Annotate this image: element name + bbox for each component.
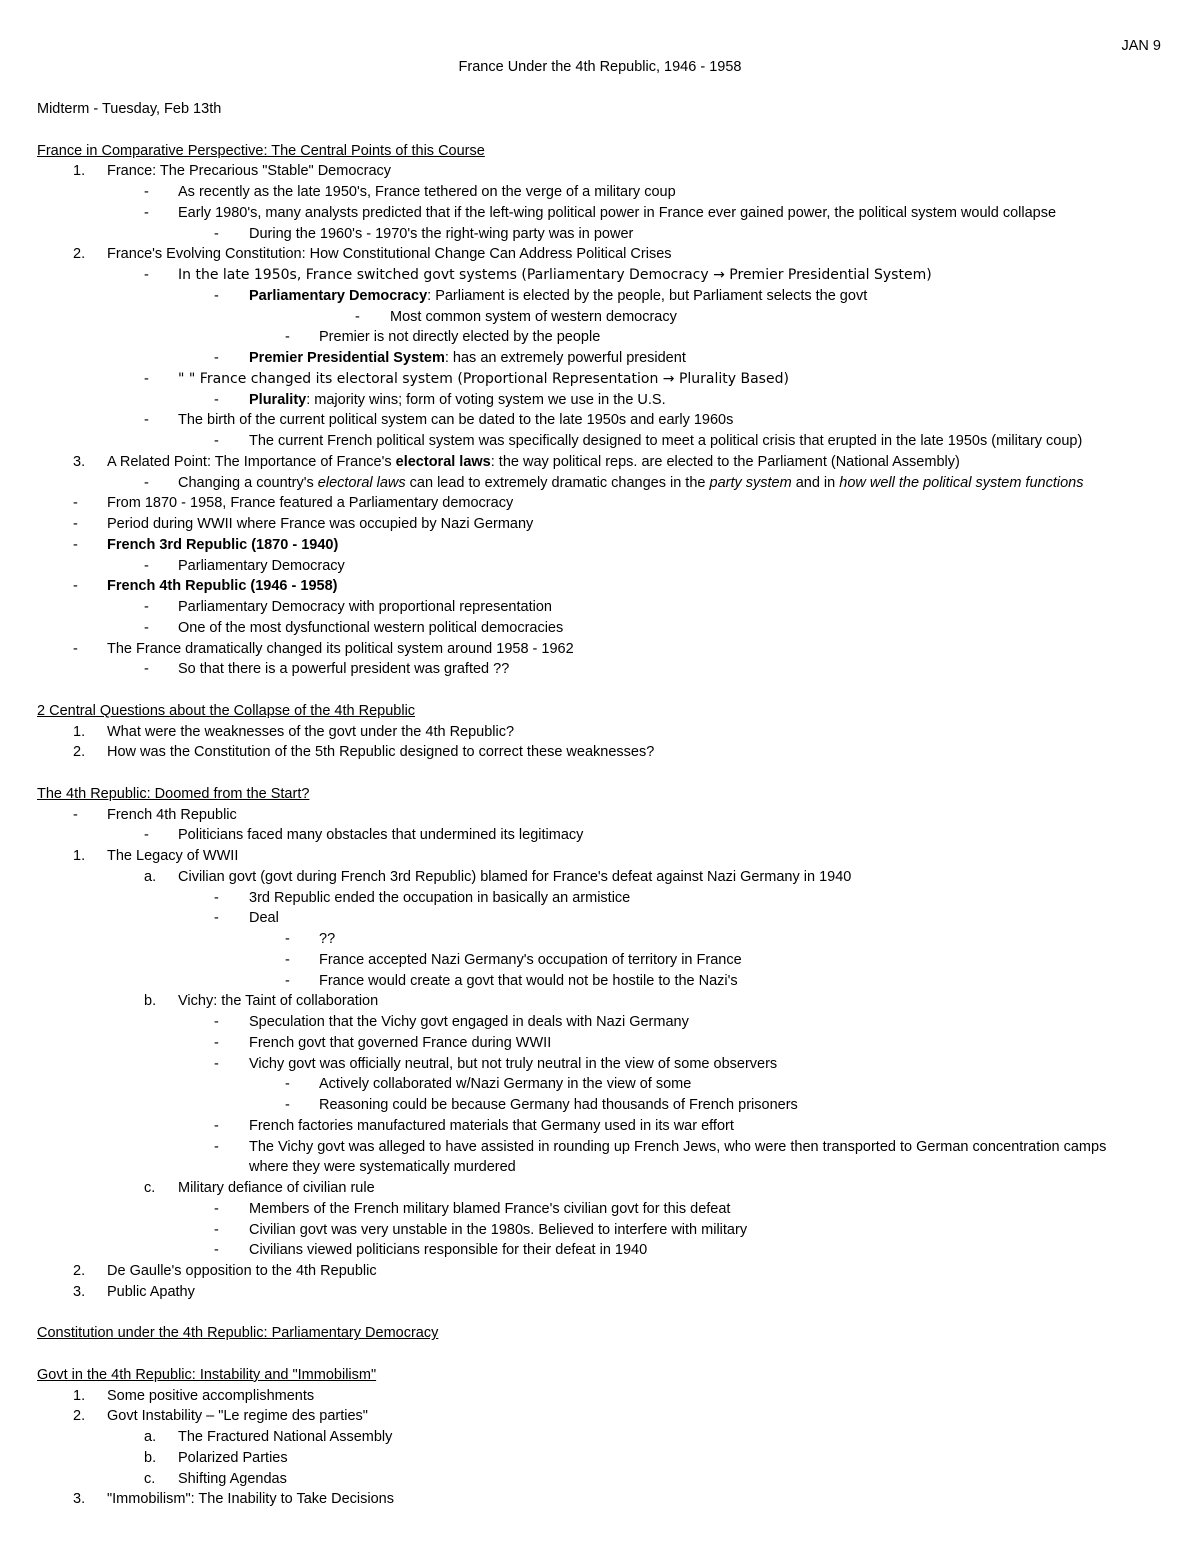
item-text bbox=[319, 1095, 798, 1116]
bullet-dash: - bbox=[144, 184, 149, 200]
bullet-dash: - bbox=[144, 474, 149, 491]
blank-line bbox=[0, 1344, 1200, 1365]
text-run: : Parliament is elected by the people, but Parliament selects the govt bbox=[427, 287, 868, 304]
outline-item bbox=[0, 369, 1200, 390]
item-text bbox=[37, 701, 415, 722]
outline-item bbox=[0, 493, 1200, 514]
outline-item bbox=[0, 327, 1200, 348]
item-text bbox=[178, 556, 345, 577]
bold-term: French 3rd Republic (1870 - 1940) bbox=[107, 536, 339, 553]
bullet-dash: - bbox=[73, 578, 78, 595]
bullet-dash: - bbox=[144, 827, 149, 844]
text-run: Civilian govt (govt during French 3rd Republic) blamed for France's defeat against Nazi Germany in 1940 bbox=[178, 868, 852, 885]
outline-item bbox=[0, 286, 1200, 307]
item-text bbox=[249, 1033, 551, 1054]
item-text bbox=[249, 286, 867, 307]
outline-item bbox=[0, 867, 1200, 888]
bullet-dash: - bbox=[73, 640, 78, 657]
bullet-dash: - bbox=[144, 267, 149, 283]
bullet-dash: - bbox=[214, 1138, 219, 1155]
item-text bbox=[37, 1323, 438, 1344]
underlined-heading: 2 Central Questions about the Collapse of the 4th Republic bbox=[37, 702, 416, 719]
list-number: 3. bbox=[73, 1283, 86, 1300]
text-run: Midterm - Tuesday, Feb 13th bbox=[37, 101, 222, 117]
item-text bbox=[249, 431, 1082, 452]
list-number: 3. bbox=[73, 453, 86, 470]
item-text bbox=[319, 950, 742, 971]
item-text bbox=[249, 1240, 647, 1261]
underlined-heading: France in Comparative Perspective: The Central Points of this Course bbox=[37, 142, 485, 159]
outline-item bbox=[0, 1054, 1200, 1075]
bold-term: French 4th Republic (1946 - 1958) bbox=[107, 578, 338, 595]
outline-item bbox=[0, 1095, 1200, 1116]
bullet-dash: - bbox=[73, 516, 78, 532]
bullet-dash: - bbox=[285, 972, 290, 989]
text-run: The current French political system was specifically designed to meet a political crisis that erupted in the late 1950s (military coup) bbox=[249, 433, 1083, 449]
item-text bbox=[107, 244, 672, 265]
text-run: French 4th Republic bbox=[107, 806, 237, 823]
item-text bbox=[178, 1427, 392, 1448]
bullet-dash: - bbox=[144, 599, 149, 615]
text-run: What were the weaknesses of the govt under the 4th Republic? bbox=[107, 723, 515, 740]
item-text bbox=[107, 1261, 377, 1282]
outline-item bbox=[0, 1261, 1200, 1282]
blank-line bbox=[0, 120, 1200, 141]
bullet-dash: - bbox=[214, 1117, 219, 1134]
item-text bbox=[249, 888, 630, 909]
outline-item bbox=[0, 1282, 1200, 1303]
text-run: Actively collaborated w/Nazi Germany in the view of some bbox=[319, 1076, 692, 1093]
bullet-dash: - bbox=[73, 536, 78, 553]
list-number: 3. bbox=[73, 1491, 86, 1508]
item-text bbox=[107, 1489, 394, 1510]
bullet-dash: - bbox=[214, 1221, 219, 1238]
text-run: Shifting Agendas bbox=[178, 1470, 287, 1487]
text-run: Civilian govt was very unstable in the 1980s. Believed to interfere with military bbox=[249, 1221, 748, 1238]
bullet-dash: - bbox=[214, 350, 219, 366]
bullet-dash: - bbox=[144, 619, 149, 636]
text-run: Premier is not directly elected by the people bbox=[319, 329, 601, 346]
text-run: France's Evolving Constitution: How Constitutional Change Can Address Political Crises bbox=[107, 246, 672, 263]
bullet-dash: - bbox=[214, 391, 219, 408]
bullet-dash: - bbox=[144, 370, 149, 387]
outline-item bbox=[0, 535, 1200, 556]
item-text bbox=[390, 307, 677, 328]
text-run: France: The Precarious "Stable" Democracy bbox=[107, 163, 392, 180]
underlined-heading: Govt in the 4th Republic: Instability and "Immobilism" bbox=[37, 1366, 377, 1383]
list-number: 2. bbox=[73, 246, 86, 263]
outline-item bbox=[0, 1240, 1200, 1261]
bullet-dash: - bbox=[144, 204, 149, 221]
text-run: How was the Constitution of the 5th Republic designed to correct these weaknesses? bbox=[107, 744, 655, 761]
item-text bbox=[249, 1220, 747, 1241]
outline-item bbox=[0, 390, 1200, 411]
section-heading bbox=[0, 701, 1200, 722]
outline-item bbox=[0, 1199, 1200, 1220]
outline-item bbox=[0, 1220, 1200, 1241]
bullet-dash: - bbox=[214, 910, 219, 927]
section-heading bbox=[0, 1365, 1200, 1386]
bullet-dash: - bbox=[285, 951, 290, 968]
section-heading bbox=[0, 784, 1200, 805]
bullet-dash: - bbox=[73, 495, 78, 512]
bullet-dash: - bbox=[285, 329, 290, 346]
text-run: can lead to extremely dramatic changes in the bbox=[405, 474, 710, 491]
list-number: c. bbox=[144, 1470, 156, 1487]
bullet-dash: - bbox=[285, 931, 290, 947]
item-text bbox=[178, 265, 932, 286]
text-run: Reasoning could be because Germany had thousands of French prisoners bbox=[319, 1097, 798, 1113]
item-text bbox=[178, 659, 509, 680]
item-text bbox=[107, 805, 237, 826]
outline-item bbox=[0, 888, 1200, 909]
text-run: From 1870 - 1958, France featured a Parliamentary democracy bbox=[107, 495, 514, 512]
text-run: As recently as the late 1950's, France tethered on the verge of a military coup bbox=[178, 184, 676, 200]
item-text bbox=[107, 722, 514, 743]
text-run: Polarized Parties bbox=[178, 1449, 288, 1466]
outline-item bbox=[0, 1469, 1200, 1490]
bullet-dash: - bbox=[214, 1034, 219, 1051]
item-text bbox=[107, 161, 391, 182]
item-text bbox=[319, 971, 738, 992]
text-run: Parliamentary Democracy bbox=[178, 557, 345, 574]
outline-item bbox=[0, 1137, 1200, 1179]
text-run: Civilians viewed politicians responsible for their defeat in 1940 bbox=[249, 1242, 648, 1259]
item-text bbox=[249, 348, 686, 369]
bullet-dash: - bbox=[144, 412, 149, 429]
outline-item bbox=[0, 991, 1200, 1012]
text-run: Changing a country's bbox=[178, 474, 318, 491]
outline-item bbox=[0, 1427, 1200, 1448]
item-text bbox=[249, 1012, 689, 1033]
text-run: The Legacy of WWII bbox=[107, 848, 239, 864]
italic-text: how well the political system functions bbox=[839, 474, 1084, 491]
outline-item bbox=[0, 639, 1200, 660]
section-heading bbox=[0, 99, 1200, 120]
outline-item bbox=[0, 473, 1200, 494]
notes-body bbox=[0, 99, 1200, 1510]
item-text bbox=[107, 576, 337, 597]
text-run: Speculation that the Vichy govt engaged in deals with Nazi Germany bbox=[249, 1014, 689, 1030]
text-run: So that there is a powerful president was grafted ?? bbox=[178, 661, 510, 678]
bullet-dash: - bbox=[214, 1242, 219, 1259]
outline-item bbox=[0, 265, 1200, 286]
outline-item bbox=[0, 1074, 1200, 1095]
text-run: Early 1980's, many analysts predicted that if the left-wing political power in France ever gained power, the political system would collapse bbox=[178, 204, 1057, 221]
text-run: Some positive accomplishments bbox=[107, 1387, 315, 1404]
item-text bbox=[107, 493, 513, 514]
outline-item bbox=[0, 182, 1200, 203]
item-text bbox=[107, 514, 533, 535]
bold-term: Parliamentary Democracy bbox=[249, 287, 428, 304]
item-text bbox=[37, 141, 485, 162]
text-run: Members of the French military blamed France's civilian govt for this defeat bbox=[249, 1200, 731, 1217]
item-text bbox=[178, 410, 733, 431]
item-text bbox=[178, 1448, 288, 1469]
item-text bbox=[249, 1054, 777, 1075]
item-text bbox=[107, 742, 654, 763]
bullet-dash: - bbox=[214, 287, 219, 304]
text-run: Period during WWII where France was occupied by Nazi Germany bbox=[107, 516, 534, 532]
outline-item bbox=[0, 722, 1200, 743]
list-number: a. bbox=[144, 868, 157, 885]
text-run: During the 1960's - 1970's the right-wing party was in power bbox=[249, 225, 634, 242]
item-text bbox=[0, 1137, 1200, 1179]
outline-item bbox=[0, 1406, 1200, 1427]
item-text bbox=[319, 327, 600, 348]
bullet-dash: - bbox=[214, 1200, 219, 1217]
text-run: Public Apathy bbox=[107, 1283, 195, 1300]
outline-item bbox=[0, 1012, 1200, 1033]
outline-item bbox=[0, 514, 1200, 535]
text-run: French factories manufactured materials that Germany used in its war effort bbox=[249, 1117, 734, 1134]
text-run: Govt Instability – "Le regime des parties" bbox=[107, 1408, 368, 1425]
list-number: 1. bbox=[73, 163, 86, 180]
list-number: 1. bbox=[73, 848, 86, 864]
italic-text: party system bbox=[709, 474, 792, 491]
item-text bbox=[178, 473, 1083, 494]
bullet-dash: - bbox=[73, 806, 78, 823]
text-run: A Related Point: The Importance of France's bbox=[107, 453, 396, 470]
text-run: In the late 1950s, France switched govt systems (Parliamentary Democracy → Premier Presidential System) bbox=[178, 267, 932, 283]
list-number: b. bbox=[144, 1449, 157, 1466]
outline-item bbox=[0, 348, 1200, 369]
item-text bbox=[178, 369, 789, 390]
outline-item bbox=[0, 576, 1200, 597]
outline-item bbox=[0, 1448, 1200, 1469]
outline-item bbox=[0, 224, 1200, 245]
underlined-heading: The 4th Republic: Doomed from the Start? bbox=[37, 785, 310, 802]
bullet-dash: - bbox=[285, 1097, 290, 1113]
item-text bbox=[178, 825, 583, 846]
outline-item bbox=[0, 161, 1200, 182]
list-number: 2. bbox=[73, 744, 86, 761]
text-run: : majority wins; form of voting system we use in the U.S. bbox=[306, 391, 666, 408]
bold-term: electoral laws bbox=[395, 453, 491, 470]
outline-item bbox=[0, 1386, 1200, 1407]
list-number: 1. bbox=[73, 723, 86, 740]
text-run: ?? bbox=[319, 931, 336, 947]
outline-item bbox=[0, 203, 1200, 224]
bullet-dash: - bbox=[355, 308, 360, 325]
item-text bbox=[249, 1116, 734, 1137]
text-run: Most common system of western democracy bbox=[390, 308, 677, 325]
item-text bbox=[178, 867, 851, 888]
text-run: The Vichy govt was alleged to have assisted in rounding up French Jews, who were then transported to German concentration camps where they were systematically murdered bbox=[249, 1138, 1107, 1176]
item-text bbox=[178, 182, 676, 203]
item-text bbox=[107, 452, 960, 473]
list-number: a. bbox=[144, 1429, 157, 1445]
outline-item bbox=[0, 618, 1200, 639]
section-heading bbox=[0, 141, 1200, 162]
outline-item bbox=[0, 410, 1200, 431]
text-run: Military defiance of civilian rule bbox=[178, 1180, 375, 1196]
list-number: 2. bbox=[73, 1263, 86, 1279]
list-number: b. bbox=[144, 993, 157, 1010]
item-text bbox=[249, 224, 633, 245]
item-text bbox=[178, 1178, 375, 1199]
text-run: : has an extremely powerful president bbox=[444, 350, 686, 366]
outline-item bbox=[0, 307, 1200, 328]
outline-item bbox=[0, 431, 1200, 452]
outline-item bbox=[0, 597, 1200, 618]
section-heading bbox=[0, 1323, 1200, 1344]
bullet-dash: - bbox=[214, 433, 219, 449]
outline-item bbox=[0, 846, 1200, 867]
text-run: 3rd Republic ended the occupation in basically an armistice bbox=[249, 889, 631, 906]
item-text bbox=[37, 99, 221, 120]
text-run: De Gaulle's opposition to the 4th Republic bbox=[107, 1263, 377, 1279]
text-run: French govt that governed France during WWII bbox=[249, 1034, 552, 1051]
text-run: "Immobilism": The Inability to Take Decisions bbox=[107, 1491, 394, 1508]
blank-line bbox=[0, 1303, 1200, 1324]
item-text bbox=[37, 1365, 376, 1386]
item-text bbox=[319, 1074, 691, 1095]
outline-item bbox=[0, 908, 1200, 929]
item-text bbox=[178, 991, 378, 1012]
outline-item bbox=[0, 1116, 1200, 1137]
note-date: JAN 9 bbox=[1121, 38, 1161, 54]
bold-term: Plurality bbox=[249, 391, 307, 408]
outline-item bbox=[0, 950, 1200, 971]
bullet-dash: - bbox=[144, 661, 149, 678]
item-text bbox=[107, 535, 338, 556]
text-run: Parliamentary Democracy with proportional representation bbox=[178, 599, 552, 615]
item-text bbox=[107, 1282, 195, 1303]
item-text bbox=[249, 908, 279, 929]
item-text bbox=[178, 597, 552, 618]
text-run: Deal bbox=[249, 910, 279, 927]
text-run: Politicians faced many obstacles that undermined its legitimacy bbox=[178, 827, 584, 844]
outline-item bbox=[0, 805, 1200, 826]
text-run: Vichy govt was officially neutral, but not truly neutral in the view of some observers bbox=[249, 1055, 778, 1072]
text-run: One of the most dysfunctional western political democracies bbox=[178, 619, 564, 636]
text-run: and in bbox=[791, 474, 840, 491]
page-title: France Under the 4th Republic, 1946 - 1958 bbox=[458, 59, 742, 75]
list-number: c. bbox=[144, 1180, 156, 1196]
item-text bbox=[319, 929, 335, 950]
text-run: : the way political reps. are elected to the Parliament (National Assembly) bbox=[490, 453, 960, 470]
list-number: 2. bbox=[73, 1408, 86, 1425]
outline-item bbox=[0, 929, 1200, 950]
bold-term: Premier Presidential System bbox=[249, 350, 445, 366]
outline-item bbox=[0, 556, 1200, 577]
outline-item bbox=[0, 971, 1200, 992]
bullet-dash: - bbox=[144, 557, 149, 574]
text-run: The Fractured National Assembly bbox=[178, 1429, 393, 1445]
blank-line bbox=[0, 763, 1200, 784]
item-text bbox=[107, 1386, 314, 1407]
item-text bbox=[107, 639, 574, 660]
bullet-dash: - bbox=[214, 1055, 219, 1072]
item-text bbox=[37, 784, 309, 805]
outline-item bbox=[0, 244, 1200, 265]
outline-item bbox=[0, 659, 1200, 680]
blank-line bbox=[0, 680, 1200, 701]
bullet-dash: - bbox=[285, 1076, 290, 1093]
item-text bbox=[107, 1406, 368, 1427]
item-text bbox=[107, 846, 238, 867]
item-text bbox=[249, 390, 666, 411]
bullet-dash: - bbox=[214, 889, 219, 906]
item-text bbox=[178, 618, 563, 639]
text-run: France accepted Nazi Germany's occupation of territory in France bbox=[319, 951, 742, 968]
outline-item bbox=[0, 452, 1200, 473]
outline-item bbox=[0, 1489, 1200, 1510]
item-text bbox=[178, 1469, 287, 1490]
underlined-heading: Constitution under the 4th Republic: Parliamentary Democracy bbox=[37, 1325, 439, 1342]
list-number: 1. bbox=[73, 1387, 86, 1404]
outline-item bbox=[0, 742, 1200, 763]
italic-text: electoral laws bbox=[317, 474, 406, 491]
text-run: France would create a govt that would not be hostile to the Nazi's bbox=[319, 972, 738, 989]
item-text bbox=[178, 203, 1056, 224]
text-run: The birth of the current political system can be dated to the late 1950s and early 1960s bbox=[178, 412, 734, 429]
bullet-dash: - bbox=[214, 225, 219, 242]
outline-item bbox=[0, 1033, 1200, 1054]
bullet-dash: - bbox=[214, 1014, 219, 1030]
outline-item bbox=[0, 825, 1200, 846]
text-run: " " France changed its electoral system (Proportional Representation → Plurality Based) bbox=[178, 370, 789, 387]
text-run: Vichy: the Taint of collaboration bbox=[178, 993, 379, 1010]
outline-item bbox=[0, 1178, 1200, 1199]
item-text bbox=[249, 1199, 730, 1220]
text-run: The France dramatically changed its political system around 1958 - 1962 bbox=[107, 640, 574, 657]
